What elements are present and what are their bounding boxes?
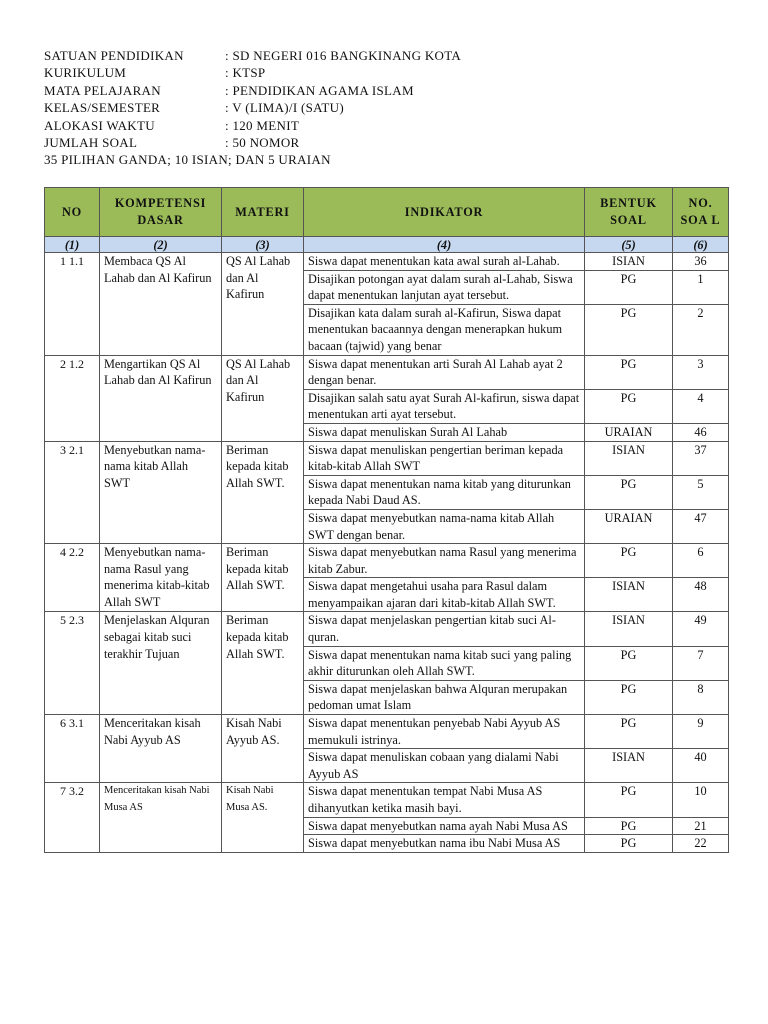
cell-bentuk-soal: PG xyxy=(585,475,673,509)
cell-bentuk-soal: PG xyxy=(585,646,673,680)
cell-materi: QS Al Lahab dan Al Kafirun xyxy=(222,355,304,441)
cell-bentuk-soal: ISIAN xyxy=(585,612,673,646)
column-header-indikator: INDIKATOR xyxy=(304,188,585,237)
header-value: : 50 NOMOR xyxy=(225,135,300,151)
cell-no: 5 2.3 xyxy=(45,612,100,715)
table-header-row xyxy=(45,188,729,237)
cell-bentuk-soal: PG xyxy=(585,389,673,423)
cell-no: 6 3.1 xyxy=(45,715,100,783)
column-header-nomor: NO. SOA L xyxy=(673,188,729,237)
cell-materi: Beriman kepada kitab Allah SWT. xyxy=(222,441,304,544)
header-key: MATA PELAJARAN xyxy=(44,82,161,98)
cell-nomor-soal: 5 xyxy=(673,475,729,509)
cell-no: 1 1.1 xyxy=(45,253,100,356)
header-row-kurikulum xyxy=(44,64,461,81)
cell-indikator: Siswa dapat menuliskan Surah Al Lahab xyxy=(304,423,585,441)
cell-bentuk-soal: ISIAN xyxy=(585,749,673,783)
cell-bentuk-soal: PG xyxy=(585,304,673,355)
cell-indikator: Siswa dapat menentukan nama kitab suci yang paling akhir diturunkan oleh Allah SWT. xyxy=(304,646,585,680)
header-value: : KTSP xyxy=(225,65,266,81)
cell-kompetensi-dasar: Membaca QS Al Lahab dan Al Kafirun xyxy=(100,253,222,356)
cell-indikator: Siswa dapat menyebutkan nama ayah Nabi Musa AS xyxy=(304,817,585,835)
header-key: SATUAN PENDIDIKAN xyxy=(44,48,184,63)
cell-bentuk-soal: PG xyxy=(585,355,673,389)
cell-kompetensi-dasar: Menyebutkan nama-nama kitab Allah SWT xyxy=(100,441,222,544)
cell-indikator: Siswa dapat menjelaskan bahwa Alquran merupakan pedoman umat Islam xyxy=(304,680,585,714)
header-key: KELAS/SEMESTER xyxy=(44,100,161,116)
cell-bentuk-soal: ISIAN xyxy=(585,441,673,475)
cell-nomor-soal: 46 xyxy=(673,423,729,441)
cell-bentuk-soal: PG xyxy=(585,715,673,749)
cell-materi: Beriman kepada kitab Allah SWT. xyxy=(222,612,304,715)
table-row xyxy=(45,783,729,817)
cell-kompetensi-dasar: Menceritakan kisah Nabi Ayyub AS xyxy=(100,715,222,783)
header-row-alokasi xyxy=(44,117,461,134)
cell-nomor-soal: 22 xyxy=(673,835,729,853)
cell-nomor-soal: 9 xyxy=(673,715,729,749)
cell-nomor-soal: 7 xyxy=(673,646,729,680)
header-value: : PENDIDIKAN AGAMA ISLAM xyxy=(225,82,414,98)
cell-indikator: Disajikan kata dalam surah al-Kafirun, Siswa dapat menentukan bacaannya dengan menerapkan hukum bacaan (tajwid) yang benar xyxy=(304,304,585,355)
cell-bentuk-soal: PG xyxy=(585,270,673,304)
cell-kompetensi-dasar: Menjelaskan Alquran sebagai kitab suci terakhir Tujuan xyxy=(100,612,222,715)
cell-indikator: Siswa dapat menentukan arti Surah Al Lahab ayat 2 dengan benar. xyxy=(304,355,585,389)
column-number: (3) xyxy=(222,237,304,253)
cell-no: 4 2.2 xyxy=(45,544,100,612)
cell-bentuk-soal: PG xyxy=(585,544,673,578)
column-header-materi: MATERI xyxy=(222,188,304,237)
column-number: (4) xyxy=(304,237,585,253)
cell-nomor-soal: 6 xyxy=(673,544,729,578)
table-row xyxy=(45,612,729,646)
header-value: : 120 MENIT xyxy=(225,117,300,133)
cell-no: 2 1.2 xyxy=(45,355,100,441)
cell-bentuk-soal: ISIAN xyxy=(585,253,673,271)
header-row-jumlah xyxy=(44,134,461,151)
cell-indikator: Siswa dapat menyebutkan nama ibu Nabi Musa AS xyxy=(304,835,585,853)
cell-indikator: Disajikan potongan ayat dalam surah al-Lahab, Siswa dapat menentukan lanjutan ayat tersebut. xyxy=(304,270,585,304)
column-number-row xyxy=(45,237,729,253)
cell-nomor-soal: 47 xyxy=(673,509,729,543)
cell-indikator: Siswa dapat menyebutkan nama-nama kitab Allah SWT dengan benar. xyxy=(304,509,585,543)
cell-bentuk-soal: PG xyxy=(585,680,673,714)
cell-nomor-soal: 2 xyxy=(673,304,729,355)
cell-indikator: Siswa dapat menentukan nama kitab yang diturunkan kepada Nabi Daud AS. xyxy=(304,475,585,509)
cell-nomor-soal: 48 xyxy=(673,578,729,612)
header-row-satuan xyxy=(44,47,461,64)
cell-indikator: Siswa dapat menentukan tempat Nabi Musa AS dihanyutkan ketika masih bayi. xyxy=(304,783,585,817)
kisi-kisi-table xyxy=(44,187,729,853)
header-key: ALOKASI WAKTU xyxy=(44,117,155,133)
cell-nomor-soal: 37 xyxy=(673,441,729,475)
cell-bentuk-soal: URAIAN xyxy=(585,509,673,543)
table-row xyxy=(45,715,729,749)
header-row-mapel xyxy=(44,82,461,99)
cell-kompetensi-dasar: Mengartikan QS Al Lahab dan Al Kafirun xyxy=(100,355,222,441)
document-header xyxy=(44,47,461,169)
cell-no: 3 2.1 xyxy=(45,441,100,544)
cell-nomor-soal: 8 xyxy=(673,680,729,714)
column-number: (5) xyxy=(585,237,673,253)
cell-nomor-soal: 3 xyxy=(673,355,729,389)
cell-indikator: Siswa dapat menuliskan pengertian beriman kepada kitab-kitab Allah SWT xyxy=(304,441,585,475)
cell-indikator: Disajikan salah satu ayat Surah Al-kafirun, siswa dapat menentukan arti ayat tersebut. xyxy=(304,389,585,423)
cell-materi: QS Al Lahab dan Al Kafirun xyxy=(222,253,304,356)
cell-nomor-soal: 40 xyxy=(673,749,729,783)
cell-nomor-soal: 21 xyxy=(673,817,729,835)
column-number: (1) xyxy=(45,237,100,253)
cell-kompetensi-dasar: Menceritakan kisah Nabi Musa AS xyxy=(100,783,222,852)
table-row xyxy=(45,441,729,475)
cell-nomor-soal: 36 xyxy=(673,253,729,271)
column-number: (2) xyxy=(100,237,222,253)
column-number: (6) xyxy=(673,237,729,253)
cell-bentuk-soal: PG xyxy=(585,817,673,835)
cell-indikator: Siswa dapat menyebutkan nama Rasul yang menerima kitab Zabur. xyxy=(304,544,585,578)
header-value: : V (LIMA)/I (SATU) xyxy=(225,100,344,116)
header-summary: 35 PILIHAN GANDA; 10 ISIAN; DAN 5 URAIAN xyxy=(44,152,331,168)
header-key: JUMLAH SOAL xyxy=(44,135,138,151)
column-header-kd: KOMPETENSI DASAR xyxy=(100,188,222,237)
table-row xyxy=(45,253,729,271)
cell-nomor-soal: 4 xyxy=(673,389,729,423)
cell-indikator: Siswa dapat menentukan kata awal surah al-Lahab. xyxy=(304,253,585,271)
cell-indikator: Siswa dapat menjelaskan pengertian kitab suci Al-quran. xyxy=(304,612,585,646)
cell-materi: Beriman kepada kitab Allah SWT. xyxy=(222,544,304,612)
cell-indikator: Siswa dapat menentukan penyebab Nabi Ayyub AS memukuli istrinya. xyxy=(304,715,585,749)
cell-nomor-soal: 49 xyxy=(673,612,729,646)
header-key: KURIKULUM xyxy=(44,65,127,81)
cell-materi: Kisah Nabi Ayyub AS. xyxy=(222,715,304,783)
cell-bentuk-soal: PG xyxy=(585,783,673,817)
cell-materi: Kisah Nabi Musa AS. xyxy=(222,783,304,852)
column-header-no: NO xyxy=(45,188,100,237)
cell-bentuk-soal: ISIAN xyxy=(585,578,673,612)
header-row-kelas xyxy=(44,99,461,116)
column-header-bentuk: BENTUK SOAL xyxy=(585,188,673,237)
cell-indikator: Siswa dapat mengetahui usaha para Rasul dalam menyampaikan ajaran dari kitab-kitab Allah SWT. xyxy=(304,578,585,612)
table-row xyxy=(45,355,729,389)
header-value: : SD NEGERI 016 BANGKINANG KOTA xyxy=(225,48,462,63)
cell-nomor-soal: 10 xyxy=(673,783,729,817)
cell-kompetensi-dasar: Menyebutkan nama-nama Rasul yang menerima kitab-kitab Allah SWT xyxy=(100,544,222,612)
cell-indikator: Siswa dapat menuliskan cobaan yang dialami Nabi Ayyub AS xyxy=(304,749,585,783)
table-body xyxy=(45,253,729,853)
cell-bentuk-soal: URAIAN xyxy=(585,423,673,441)
cell-no: 7 3.2 xyxy=(45,783,100,852)
cell-bentuk-soal: PG xyxy=(585,835,673,853)
cell-nomor-soal: 1 xyxy=(673,270,729,304)
table-row xyxy=(45,544,729,578)
